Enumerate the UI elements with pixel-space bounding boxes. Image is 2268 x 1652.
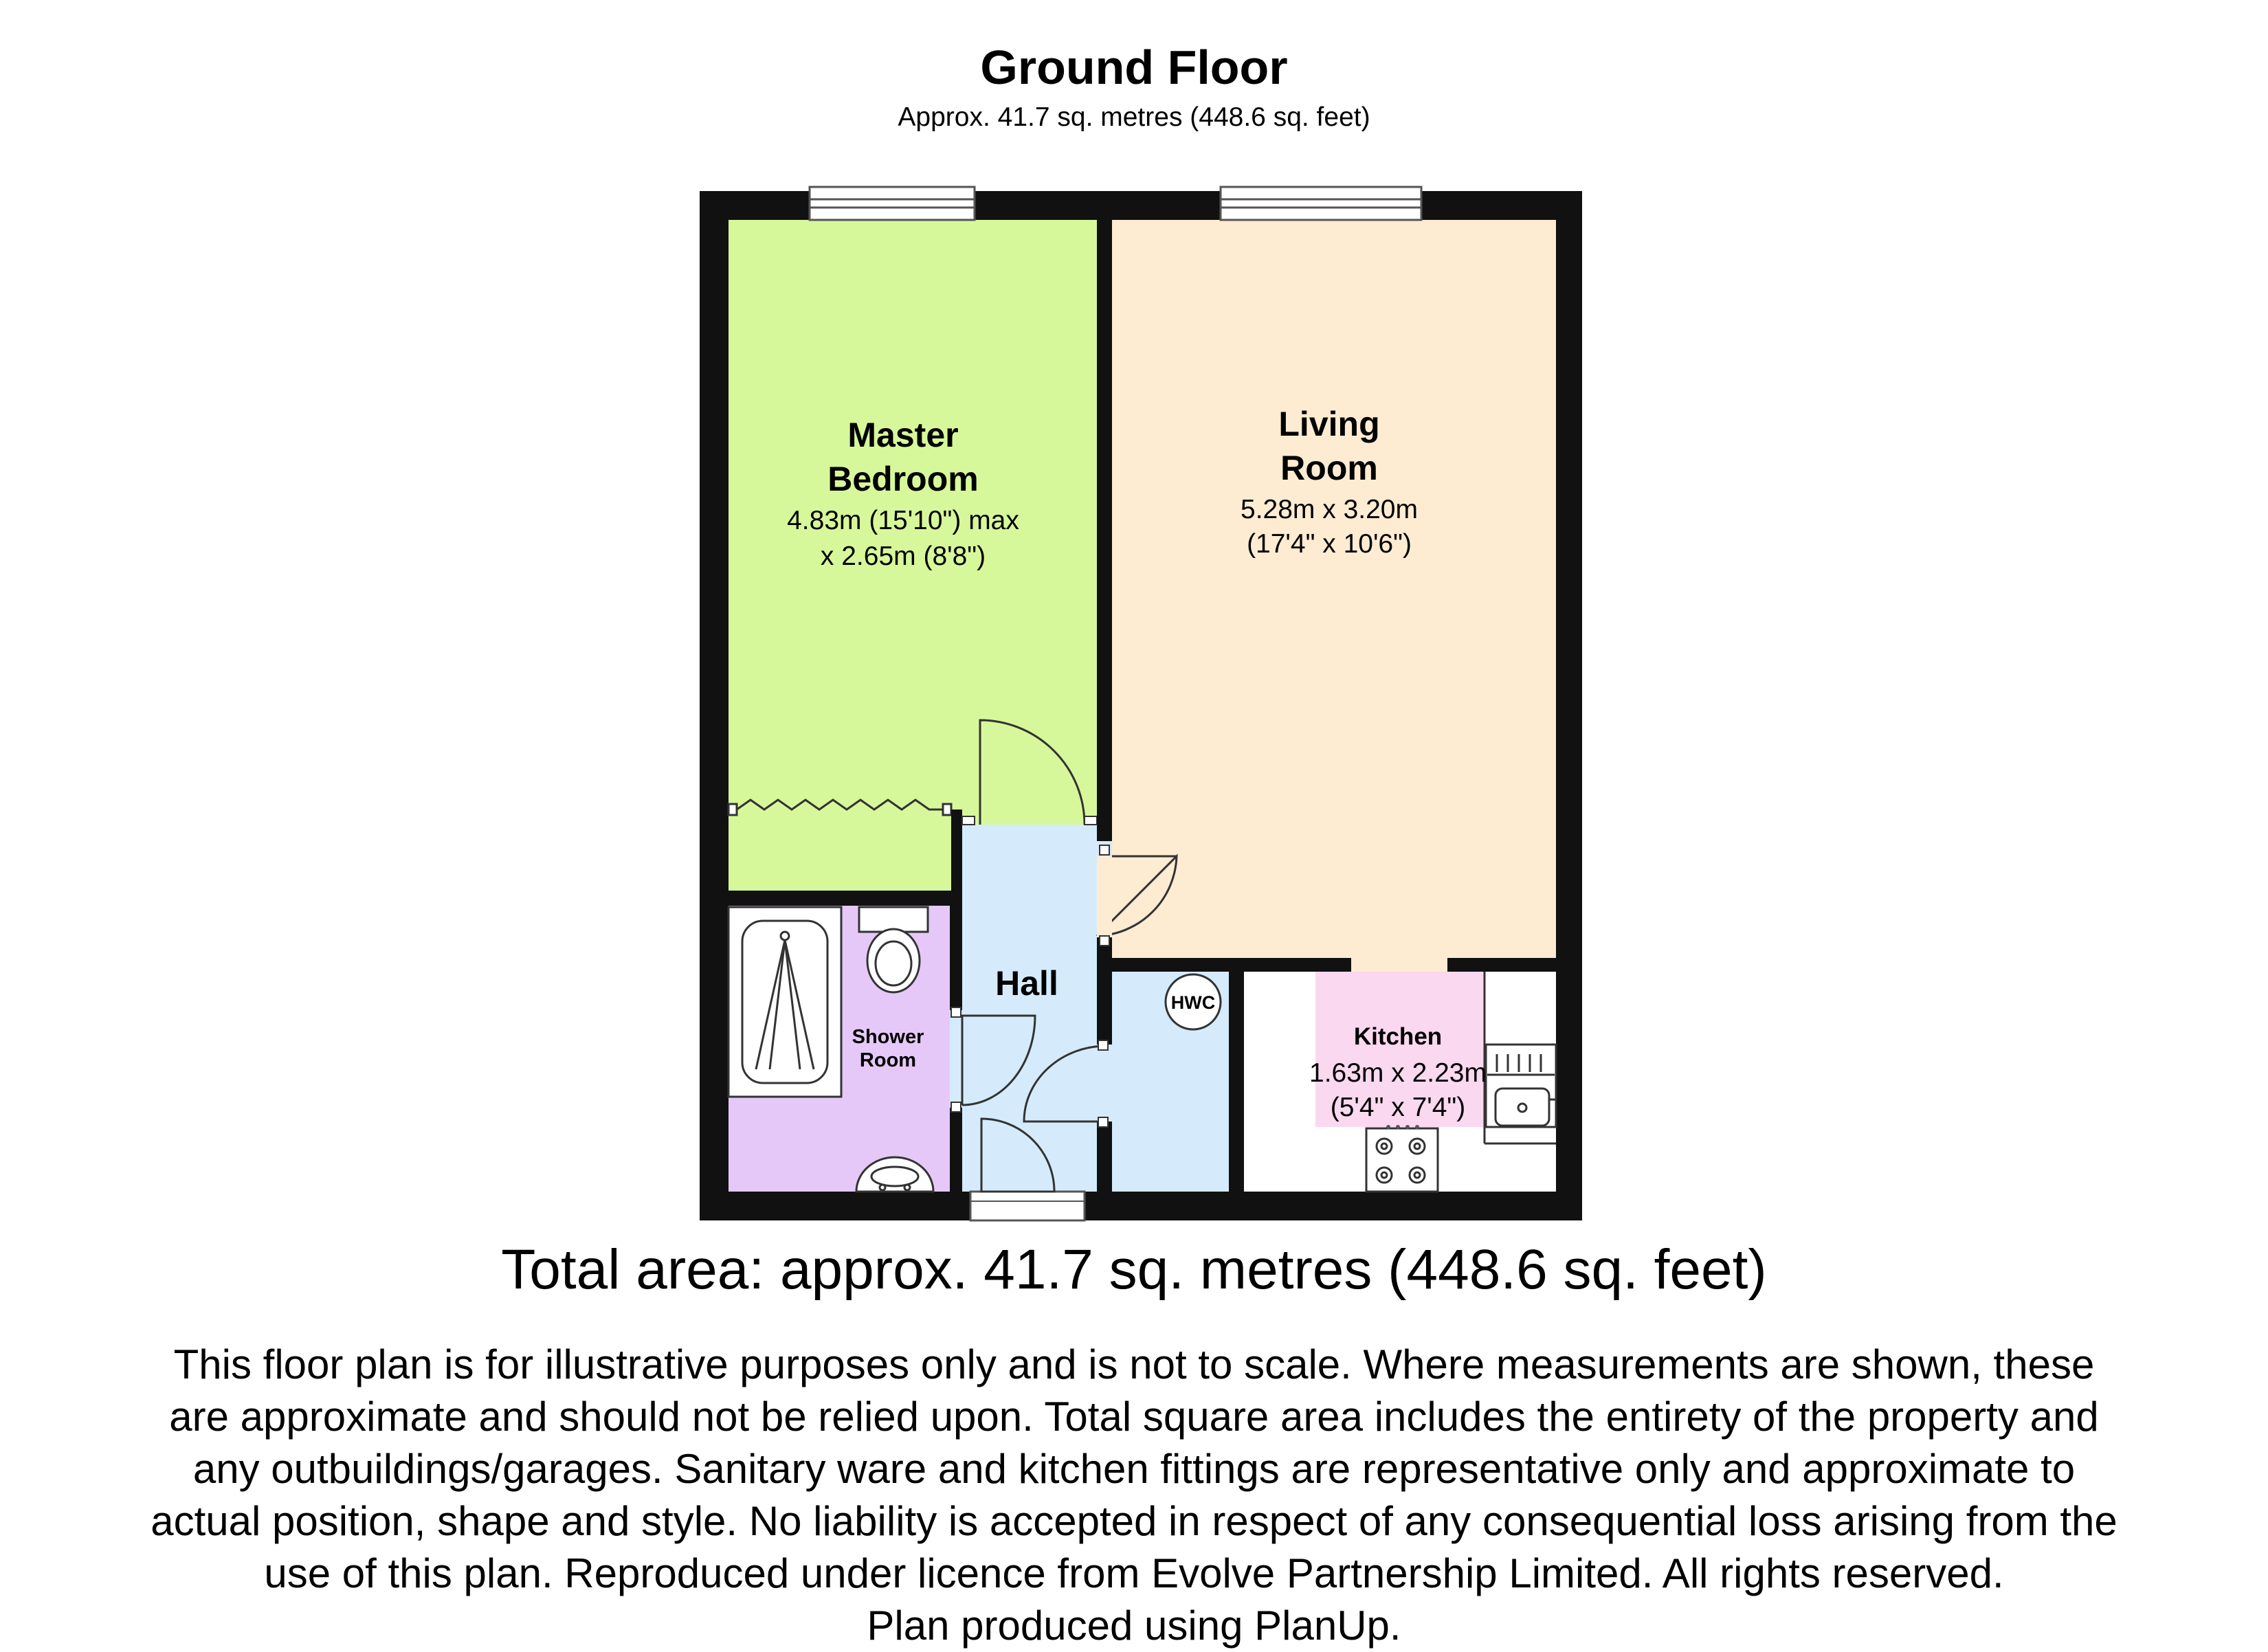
living-room-dimensions-line2: (17'4" x 10'6") bbox=[1247, 529, 1412, 559]
kitchen-sink bbox=[1486, 1045, 1556, 1127]
living-room-window bbox=[1221, 187, 1421, 220]
master-bedroom-dimensions-line2: x 2.65m (8'8") bbox=[820, 542, 986, 571]
living-room-dimensions-line1: 5.28m x 3.20m bbox=[1241, 495, 1418, 524]
disclaimer-line: any outbuildings/garages. Sanitary ware and kitchen fittings are representative only and approximate to bbox=[192, 1446, 2076, 1492]
bedroom-shower-wall bbox=[729, 891, 962, 906]
kitchen-name: Kitchen bbox=[1353, 1023, 1443, 1050]
hall-label: Hall bbox=[995, 964, 1058, 1003]
shower-room-name-line2: Room bbox=[859, 1049, 917, 1071]
living-room-name-line1: Living bbox=[1278, 405, 1380, 443]
disclaimer-line: actual position, shape and style. No liability is accepted in respect of any consequential loss arising from the bbox=[151, 1498, 2117, 1544]
shower-room-name-line1: Shower bbox=[852, 1026, 924, 1048]
hwc-label: HWC bbox=[1170, 992, 1216, 1013]
floor-title: Ground Floor bbox=[980, 41, 1288, 94]
bath bbox=[729, 907, 841, 1097]
disclaimer-line: Plan produced using PlanUp. bbox=[867, 1603, 1401, 1649]
master-bedroom-name-line2: Bedroom bbox=[827, 460, 979, 498]
living-room-name-line2: Room bbox=[1280, 449, 1378, 487]
disclaimer-line: This floor plan is for illustrative purposes only and is not to scale. Where measurements are shown, these bbox=[173, 1341, 2095, 1387]
disclaimer-line: use of this plan. Reproduced under licence from Evolve Partnership Limited. All rights reserved. bbox=[264, 1550, 2004, 1596]
living-kitchen-wall-left bbox=[1097, 958, 1351, 972]
kitchen-dimensions-line2: (5'4" x 7'4") bbox=[1330, 1093, 1466, 1122]
disclaimer bbox=[27, 1339, 2241, 1652]
total-area: Total area: approx. 41.7 sq. metres (448.6 sq. feet) bbox=[501, 1238, 1767, 1301]
living-room-area bbox=[1112, 220, 1556, 958]
master-bedroom-dimensions-line1: 4.83m (15'10") max bbox=[787, 506, 1019, 535]
kitchen-hob bbox=[1366, 1128, 1438, 1192]
front-door-gap bbox=[970, 1192, 1085, 1220]
bedroom-living-wall bbox=[1097, 220, 1112, 825]
kitchen-dimensions-line1: 1.63m x 2.23m bbox=[1309, 1058, 1487, 1088]
living-kitchen-wall-right bbox=[1447, 958, 1556, 972]
master-bedroom-name-line1: Master bbox=[847, 416, 959, 454]
disclaimer-line: are approximate and should not be relied upon. Total square area includes the entirety of the property and bbox=[169, 1394, 2099, 1440]
bedroom-window bbox=[810, 187, 975, 220]
hwc-kitchen-wall bbox=[1229, 972, 1244, 1192]
floor-area-subtitle: Approx. 41.7 sq. metres (448.6 sq. feet) bbox=[898, 102, 1370, 132]
